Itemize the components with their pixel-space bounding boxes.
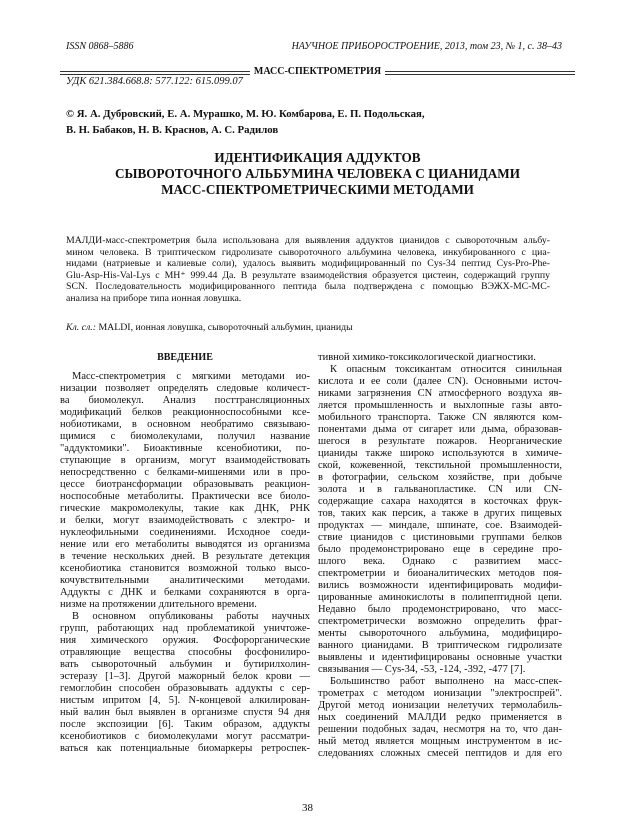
text-line: вились возможности идентифицировать модифи- — [318, 580, 562, 591]
text-line: решении подобных задач, несмотря на то, что дан- — [318, 724, 562, 735]
text-line: в фотографии, сельском хозяйстве, при добыче — [318, 472, 562, 483]
text-line: нистым ипритом [4, 5]. N-концевой алкилирован- — [60, 695, 310, 706]
text-line: ва биомолекул. Анализ посттрансляционных — [60, 395, 310, 406]
text-line: шегося в результате пожаров. Неорганические — [318, 436, 562, 447]
left-column — [60, 371, 310, 755]
text-line: эстеразу [1–3]. Другой мажорный белок крови — — [60, 671, 310, 682]
text-line: ных соединений МАЛДИ редко применяется в — [318, 712, 562, 723]
intro-heading: ВВЕДЕНИЕ — [157, 352, 213, 363]
text-line: Glu-Asp-His-Val-Lys с MH⁺ 999.44 Да. В результате взаимодействия образуется цистеин, содержащий группу — [66, 269, 550, 281]
journal-citation: НАУЧНОЕ ПРИБОРОСТРОЕНИЕ, 2013, том 23, № 1, с. 38–43 — [291, 41, 562, 52]
text-line: щимися с биомолекулами, получил название — [60, 431, 310, 442]
text-line: Аддукты с ДНК и белками сохраняются в орга- — [60, 587, 310, 598]
text-line: спектрометрически возможно определить фраг- — [318, 616, 562, 627]
text-line: шлого века. Однако с развитием масс- — [318, 556, 562, 567]
text-line: Масс-спектрометрия с мягкими методами ио- — [72, 371, 310, 382]
text-line: цианиды также широко используются в химиче- — [318, 448, 562, 459]
authors-line: © Я. А. Дубровский, Е. А. Мурашко, М. Ю. Комбарова, Е. П. Подольская, — [66, 108, 425, 120]
text-line: ния химического оружия. Фосфорорганические — [60, 635, 310, 646]
text-line: тивной химико-токсикологической диагностики. — [318, 352, 536, 363]
text-line: ксенобиотика становится возможной только высо- — [60, 563, 310, 574]
text-line: кочувствительными аналитическими методами. — [60, 575, 310, 586]
text-line: ваться как потенциальные биомаркеры ретроспек- — [60, 743, 310, 754]
udk-code: УДК 621.384.668.8: 577.122: 615.099.07 — [66, 76, 243, 87]
issn: ISSN 0868–5886 — [66, 41, 134, 52]
text-line: мином человека. В триптическом гидролизате сывороточного альбумина человека, инкубированного с циа- — [66, 246, 550, 258]
text-line: носпособные метаболиты. Практически все биоло- — [60, 491, 310, 502]
keywords — [66, 322, 353, 333]
text-line: ный метод является мощным инструментом в ис- — [318, 736, 562, 747]
text-line: анализа на приборе типа ионная ловушка. — [66, 292, 242, 304]
text-line: нуклеофильными соединениями. Исходное соеди- — [60, 527, 310, 538]
text-line: кислота и ее соли (далее CN). Основными источ- — [318, 376, 562, 387]
text-line: ксенобиотиков с биомолекулами могут рассматри- — [60, 731, 310, 742]
keywords-text: MALDI, ионная ловушка, сывороточный альбумин, цианиды — [96, 322, 353, 333]
abstract — [66, 235, 550, 305]
article-title — [60, 150, 575, 198]
text-line: ской, кожевенной, текстильной промышленности, — [318, 460, 562, 471]
text-line: низме на протяжении длительного времени. — [60, 599, 257, 610]
text-line: модификаций белков реакционноспособными ксе- — [60, 407, 310, 418]
text-line: гемоглобин способен образовывать аддукты с сер- — [60, 683, 310, 694]
text-line: трометрах с методом ионизации "электроспрей". — [318, 688, 562, 699]
text-line: в течение нескольких дней. В результате детекция — [60, 551, 310, 562]
text-line: МАЛДИ-масс-спектрометрия была использована для выявления аддуктов цианидов с сывороточным альбу- — [66, 235, 550, 246]
text-line: спектрометрии и биоаналитических методов поя- — [318, 568, 562, 579]
text-line: тов, таких как персик, а также в других пищевых — [318, 508, 562, 519]
section-heading: МАСС-СПЕКТРОМЕТРИЯ — [250, 66, 385, 77]
text-line: ный валин был выявлен в организме спустя 94 дня — [60, 707, 310, 718]
text-line: содержащие сахара находятся в косточках фрук- — [318, 496, 562, 507]
text-line: нобиотиками, в основном необратимо связываю- — [60, 419, 310, 430]
text-line: мобильного транспорта. Также CN являются ком- — [318, 412, 562, 423]
text-line: цированные аминокислоты в полипептидной цепи. — [318, 592, 562, 603]
text-line: после экспозиции [6]. Таким образом, аддукты — [60, 719, 310, 730]
text-line: нидами (натриевые и калиевые соли), удалось выявить модифицированный по Cys-34 пептид Cys-Pro-Phe- — [66, 258, 550, 270]
title-line: СЫВОРОТОЧНОГО АЛЬБУМИНА ЧЕЛОВЕКА С ЦИАНИДАМИ — [115, 166, 520, 181]
text-line: продуктах — миндале, шпинате, сое. Взаимодей- — [318, 520, 562, 531]
text-line: Большинство работ выполнено на масс-спек- — [330, 676, 562, 687]
right-column — [318, 352, 562, 760]
keywords-label: Кл. сл.: — [66, 322, 97, 333]
text-line: ляется промышленность и выхлопные газы авто- — [318, 400, 562, 411]
text-line: ванного цианидами. В триптическом гидролизате — [318, 640, 562, 651]
text-line: связывания — Cys-34, -53, -124, -392, -477 [7]. — [318, 664, 526, 675]
text-line: менты сывороточного альбумина, модифициро- — [318, 628, 562, 639]
text-line: золота и в гальванопластике. CN или CN- — [318, 484, 562, 495]
text-line: цессе биотрансформации образовывать реакцион- — [60, 479, 310, 490]
text-line: нение или его метаболиты выводятся из организма — [60, 539, 310, 550]
authors — [66, 106, 425, 138]
text-line: отравляющие вещества способны фосфонилиро- — [60, 647, 310, 658]
text-line: понентами дыма от сигарет или дыма, образовав- — [318, 424, 562, 435]
text-line: выявлены и идентифицированы основные участки — [318, 652, 562, 663]
text-line: К опасным токсикантам относится синильная — [330, 364, 562, 375]
text-line: следованиях сложных смесей пептидов и для его — [318, 748, 562, 759]
text-line: ступающие в организм, могут взаимодействовать — [60, 455, 310, 466]
text-line: вать сывороточный альбумин и бутирилхолин- — [60, 659, 310, 670]
text-line: Другой метод ионизации нелетучих термолабиль- — [318, 700, 562, 711]
title-line: ИДЕНТИФИКАЦИЯ АДДУКТОВ — [214, 150, 421, 165]
text-line: ствие цианидов с цистиновыми группами белков — [318, 532, 562, 543]
text-line: гические макромолекулы, такие как ДНК, РНК — [60, 503, 310, 514]
text-line: непосредственно с белками-мишенями или в про- — [60, 467, 310, 478]
text-line: групп, работающих над проблематикой уничтоже- — [60, 623, 310, 634]
text-line: SCN. Последовательность модифицированного пептида была подтверждена с помощью ВЭЖХ-МС-МС- — [66, 281, 550, 293]
title-line: МАСС-СПЕКТРОМЕТРИЧЕСКИМИ МЕТОДАМИ — [161, 182, 474, 197]
text-line: Недавно было продемонстрировано, что масс- — [318, 604, 562, 615]
page-number: 38 — [302, 802, 313, 814]
text-line: никами загрязнения CN атмосферного воздуха яв- — [318, 388, 562, 399]
text-line: В основном опубликованы работы научных — [72, 611, 310, 622]
authors-line: В. Н. Бабаков, Н. В. Краснов, А. С. Радилов — [66, 124, 279, 136]
text-line: низации позволяет определять следовые количест- — [60, 383, 310, 394]
text-line: было продемонстрировано еще в середине про- — [318, 544, 562, 555]
text-line: "аддуктомики". Биоактивные ксенобиотики, по- — [60, 443, 310, 454]
text-line: и белки, могут взаимодействовать с электро- и — [60, 515, 310, 526]
